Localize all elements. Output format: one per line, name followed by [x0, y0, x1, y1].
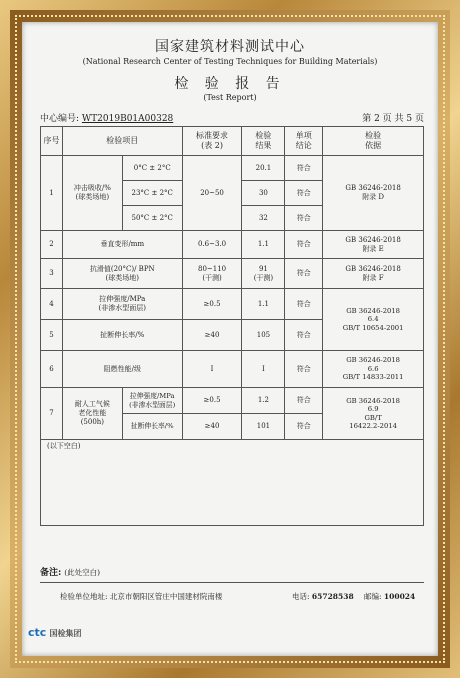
row7-no: 7: [41, 388, 63, 440]
row7-basis-line1: GB 36246-2018: [346, 396, 401, 405]
row5-item: 扯断伸长率/%: [62, 320, 182, 351]
row3-item-line2: (球类场地): [105, 273, 140, 282]
row7-item: [62, 388, 122, 440]
row6-basis-line1: GB 36246-2018: [346, 356, 401, 365]
row4-basis-line2: 6.4: [367, 315, 379, 324]
phone-label: 电话:: [292, 592, 310, 601]
row3-item: [62, 259, 182, 289]
row1-conclusion3: 符合: [285, 206, 323, 231]
row4-item-line2: (非渗水型面层): [98, 304, 147, 312]
row2-requirement: 0.6~3.0: [182, 231, 242, 259]
row1-conclusion2: 符合: [285, 181, 323, 206]
row7-sub1: [122, 388, 182, 414]
ctc-logo-name: 国检集团: [49, 629, 82, 638]
header-conclusion: [285, 127, 323, 156]
row2-result: 1.1: [242, 231, 285, 259]
row5-conclusion: 符合: [285, 320, 323, 351]
footer-zip: [364, 591, 415, 602]
row7-basis: [323, 388, 424, 440]
row2-item: 垂直变形/mm: [62, 231, 182, 259]
row3-conclusion: 符合: [285, 259, 323, 289]
header-requirement: [182, 127, 242, 156]
row3-basis-line2: 附录 F: [362, 273, 384, 282]
row1-sub2: 23°C ± 2°C: [122, 181, 182, 206]
page-indicator: 第 2 页 共 5 页: [362, 114, 424, 124]
row3-result: [242, 259, 285, 289]
org-title-cn: 国家建筑材料测试中心: [155, 39, 305, 55]
header-result: [242, 127, 285, 156]
row1-no: 1: [41, 156, 63, 231]
row6-conclusion: 符合: [285, 351, 323, 388]
table-row: [41, 289, 424, 320]
row1-sub3: 50°C ± 2°C: [122, 206, 182, 231]
remark-text: (此处空白): [64, 568, 101, 577]
row7-requirement2: ≥40: [182, 414, 242, 440]
row7-conclusion2: 符合: [285, 414, 323, 440]
table-row: [41, 351, 424, 388]
table-header-row: [41, 127, 424, 156]
report-number: [40, 111, 173, 124]
row1-result2: 30: [242, 181, 285, 206]
row7-basis-line3: GB/T: [364, 413, 382, 422]
row1-item-line1: 冲击吸收/%: [73, 184, 111, 193]
row7-result2: 101: [242, 414, 285, 440]
row4-basis-line1: GB 36246-2018: [346, 306, 401, 315]
report-number-value: WT2019B01A00328: [81, 114, 174, 124]
row1-result3: 32: [242, 206, 285, 231]
row7-basis-line4: 16422.2-2014: [349, 421, 397, 430]
remark-label: 备注:: [40, 568, 62, 578]
row7-requirement1: ≥0.5: [182, 388, 242, 414]
phone-value: 65728538: [311, 592, 354, 601]
row4-basis: [323, 289, 424, 351]
blank-row: [41, 440, 424, 526]
row6-basis: [323, 351, 424, 388]
row6-no: 6: [41, 351, 63, 388]
footer-phone: [292, 591, 354, 602]
row7-result1: 1.2: [242, 388, 285, 414]
row7-item-line3: (500h): [80, 417, 105, 426]
row7-item-line1: 耐人工气候: [74, 400, 110, 409]
row7-sub1-line2: (非渗水型面层): [129, 400, 176, 409]
row2-basis-line2: 附录 E: [362, 244, 384, 253]
row1-requirement: 20~50: [182, 156, 242, 231]
header-requirement-line2: (表 2): [201, 141, 223, 150]
row5-no: 5: [41, 320, 63, 351]
footer-address: [60, 591, 222, 602]
row1-basis-line1: GB 36246-2018: [345, 184, 401, 193]
report-page: [22, 22, 438, 656]
row4-basis-line3: GB/T 10654-2001: [342, 323, 404, 332]
row2-conclusion: 符合: [285, 231, 323, 259]
results-table: [40, 126, 424, 526]
row7-item-line2: 老化性能: [78, 409, 107, 418]
row7-basis-line2: 6.9: [367, 405, 379, 414]
row3-requirement: [182, 259, 242, 289]
blank-note: (以下空白): [41, 440, 424, 526]
report-number-label: 中心编号:: [40, 114, 80, 124]
address-value: 北京市朝阳区管庄中国建材院南楼: [109, 592, 223, 601]
zip-value: 100024: [383, 592, 416, 601]
row4-conclusion: 符合: [285, 289, 323, 320]
row3-no: 3: [41, 259, 63, 289]
header-basis-line1: 检验: [365, 131, 382, 140]
row2-basis-line1: GB 36246-2018: [345, 235, 401, 244]
header-item: 检验项目: [62, 127, 182, 156]
row3-result-line1: 91: [258, 264, 268, 273]
row7-conclusion1: 符合: [285, 388, 323, 414]
row1-item: [62, 156, 122, 231]
row3-result-line2: (干测): [253, 273, 274, 282]
org-title-en: (National Research Center of Testing Techniques for Building Materials): [82, 57, 378, 66]
row1-basis-line2: 附录 D: [362, 193, 385, 201]
header-basis: [323, 127, 424, 156]
row6-result: I: [242, 351, 285, 388]
row1-item-line2: (球类场地): [75, 193, 110, 201]
report-title-en: (Test Report): [203, 93, 257, 102]
ctc-logo-mark: ctc: [28, 626, 47, 639]
row6-requirement: I: [182, 351, 242, 388]
row2-basis: [323, 231, 424, 259]
row5-result: 105: [242, 320, 285, 351]
footer-divider: [40, 582, 424, 583]
row4-requirement: ≥0.5: [182, 289, 242, 320]
row7-sub2: 扯断伸长率/%: [122, 414, 182, 440]
row1-conclusion1: 符合: [285, 156, 323, 181]
row3-item-line1: 抗滑值(20°C)/ BPN: [89, 264, 155, 273]
header-conclusion-line1: 单项: [295, 131, 312, 140]
company-logo: [28, 626, 81, 639]
zip-label: 邮编:: [364, 592, 382, 601]
row3-basis: [323, 259, 424, 289]
header-no: 序号: [41, 127, 63, 156]
row5-requirement: ≥40: [182, 320, 242, 351]
row4-item: [62, 289, 182, 320]
header-result-line1: 检验: [255, 131, 272, 140]
row4-result: 1.1: [242, 289, 285, 320]
table-row: [41, 156, 424, 181]
table-row: [41, 231, 424, 259]
row6-basis-line2: 6.6: [367, 364, 379, 373]
header-result-line2: 结果: [255, 141, 272, 150]
row3-requirement-line2: (干测): [202, 273, 222, 282]
row1-result1: 20.1: [242, 156, 285, 181]
row3-requirement-line1: 80~110: [197, 264, 227, 273]
report-title-cn: 检 验 报 告: [174, 76, 286, 92]
row4-no: 4: [41, 289, 63, 320]
header-requirement-line1: 标准要求: [196, 131, 229, 140]
row2-no: 2: [41, 231, 63, 259]
address-label: 检验单位地址:: [60, 592, 108, 601]
row1-sub1: 0°C ± 2°C: [122, 156, 182, 181]
row3-basis-line1: GB 36246-2018: [345, 264, 401, 273]
row6-basis-line3: GB/T 14833-2011: [342, 373, 404, 382]
row7-sub1-line1: 拉伸强度/MPa: [129, 392, 175, 401]
remark: [40, 565, 100, 578]
table-row: [41, 259, 424, 289]
header-basis-line2: 依据: [365, 141, 382, 150]
row4-item-line1: 拉伸强度/MPa: [99, 295, 146, 304]
table-row: [41, 388, 424, 414]
header-conclusion-line2: 结论: [295, 141, 312, 150]
row1-basis: [323, 156, 424, 231]
row6-item: 阻燃性能/级: [62, 351, 182, 388]
